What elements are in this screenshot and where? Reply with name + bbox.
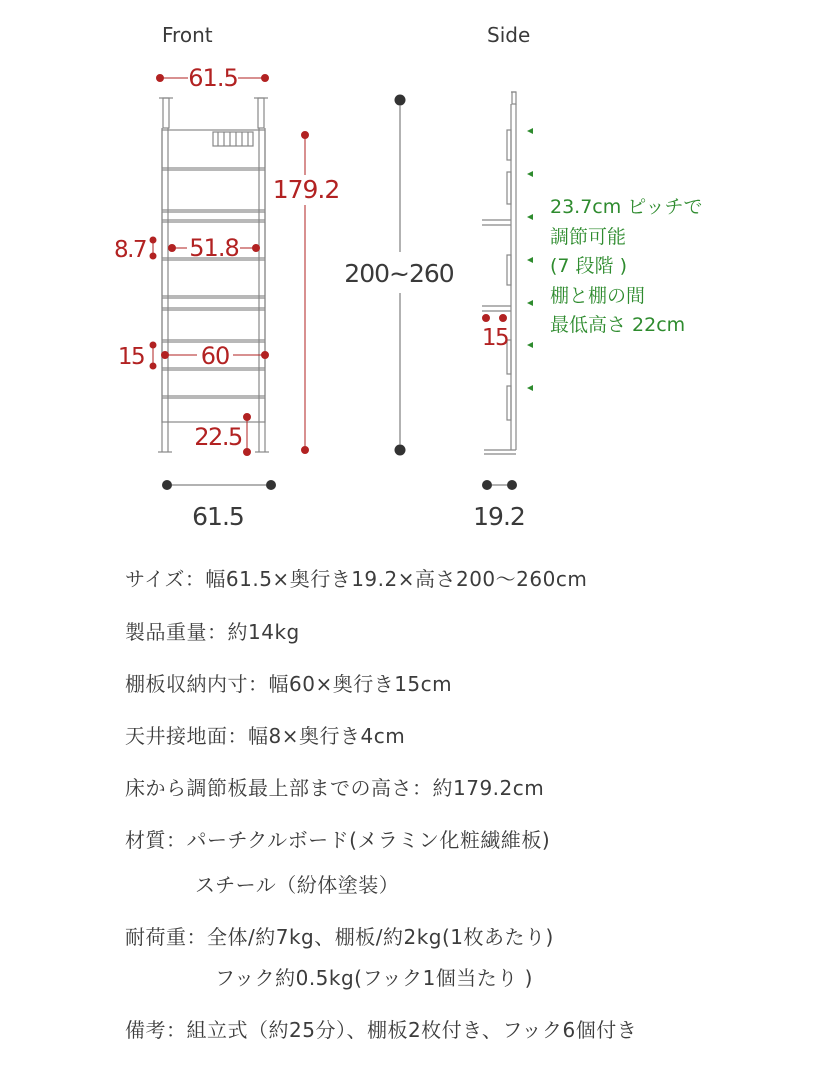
dim-base-width-label: 61.5: [192, 502, 244, 531]
spec-size: サイズ：幅61.5×奥行き19.2×高さ200～260cm: [125, 567, 588, 591]
side-base-dimension: [482, 480, 517, 490]
dim-gap-label: 8.7: [113, 237, 147, 263]
pitch-note-line-2: 調節可能: [550, 226, 627, 248]
side-rack-drawing: [482, 92, 516, 454]
dim-side-depth-label: 19.2: [473, 502, 525, 531]
spec-notes: 備考：組立式（約25分）、棚板2枚付き、フック6個付き: [125, 1018, 638, 1042]
spec-height-to-top: 床から調節板最上部までの高さ：約179.2cm: [125, 776, 545, 800]
dim-bottom-gap-label: 22.5: [194, 423, 242, 451]
spec-shelf-inner: 棚板収納内寸：幅60×奥行き15cm: [125, 672, 453, 696]
dim-shelf-width-label: 60: [200, 342, 230, 370]
dim-range-label: 200~260: [344, 259, 454, 288]
spec-material-continued: スチール（紛体塗装）: [195, 873, 400, 897]
pitch-note-line-4: 棚と棚の間: [550, 285, 646, 307]
front-view-title: Front: [162, 23, 213, 47]
pitch-note-line-3: (7 段階 ): [550, 255, 627, 277]
front-base-dimension: [162, 480, 276, 490]
spec-load: 耐荷重：全体/約7kg、棚板/約2kg(1枚あたり): [125, 925, 554, 949]
spec-ceiling-contact: 天井接地面：幅8×奥行き4cm: [125, 724, 406, 748]
side-view-title: Side: [487, 23, 531, 47]
pitch-note-line-5: 最低高さ 22cm: [550, 314, 686, 336]
spec-material: 材質：パーチクルボード(メラミン化粧繊維板): [125, 828, 551, 852]
dim-top-width-label: 61.5: [188, 64, 238, 92]
pitch-arrows: [527, 128, 533, 391]
front-rack-drawing: [158, 98, 269, 452]
dim-inner-width-label: 51.8: [189, 234, 239, 262]
side-shelf-dimension: [483, 315, 507, 322]
spec-weight: 製品重量：約14kg: [125, 620, 300, 644]
dim-side-shelf-label: 15: [481, 325, 509, 351]
spec-load-continued: フック約0.5kg(フック1個当たり ): [215, 966, 533, 990]
dim-shelf-depth-label: 15: [117, 344, 145, 370]
pitch-note-line-1: 23.7cm ピッチで: [550, 196, 703, 218]
pitch-note: [550, 196, 703, 336]
dim-height-label: 179.2: [272, 175, 340, 204]
